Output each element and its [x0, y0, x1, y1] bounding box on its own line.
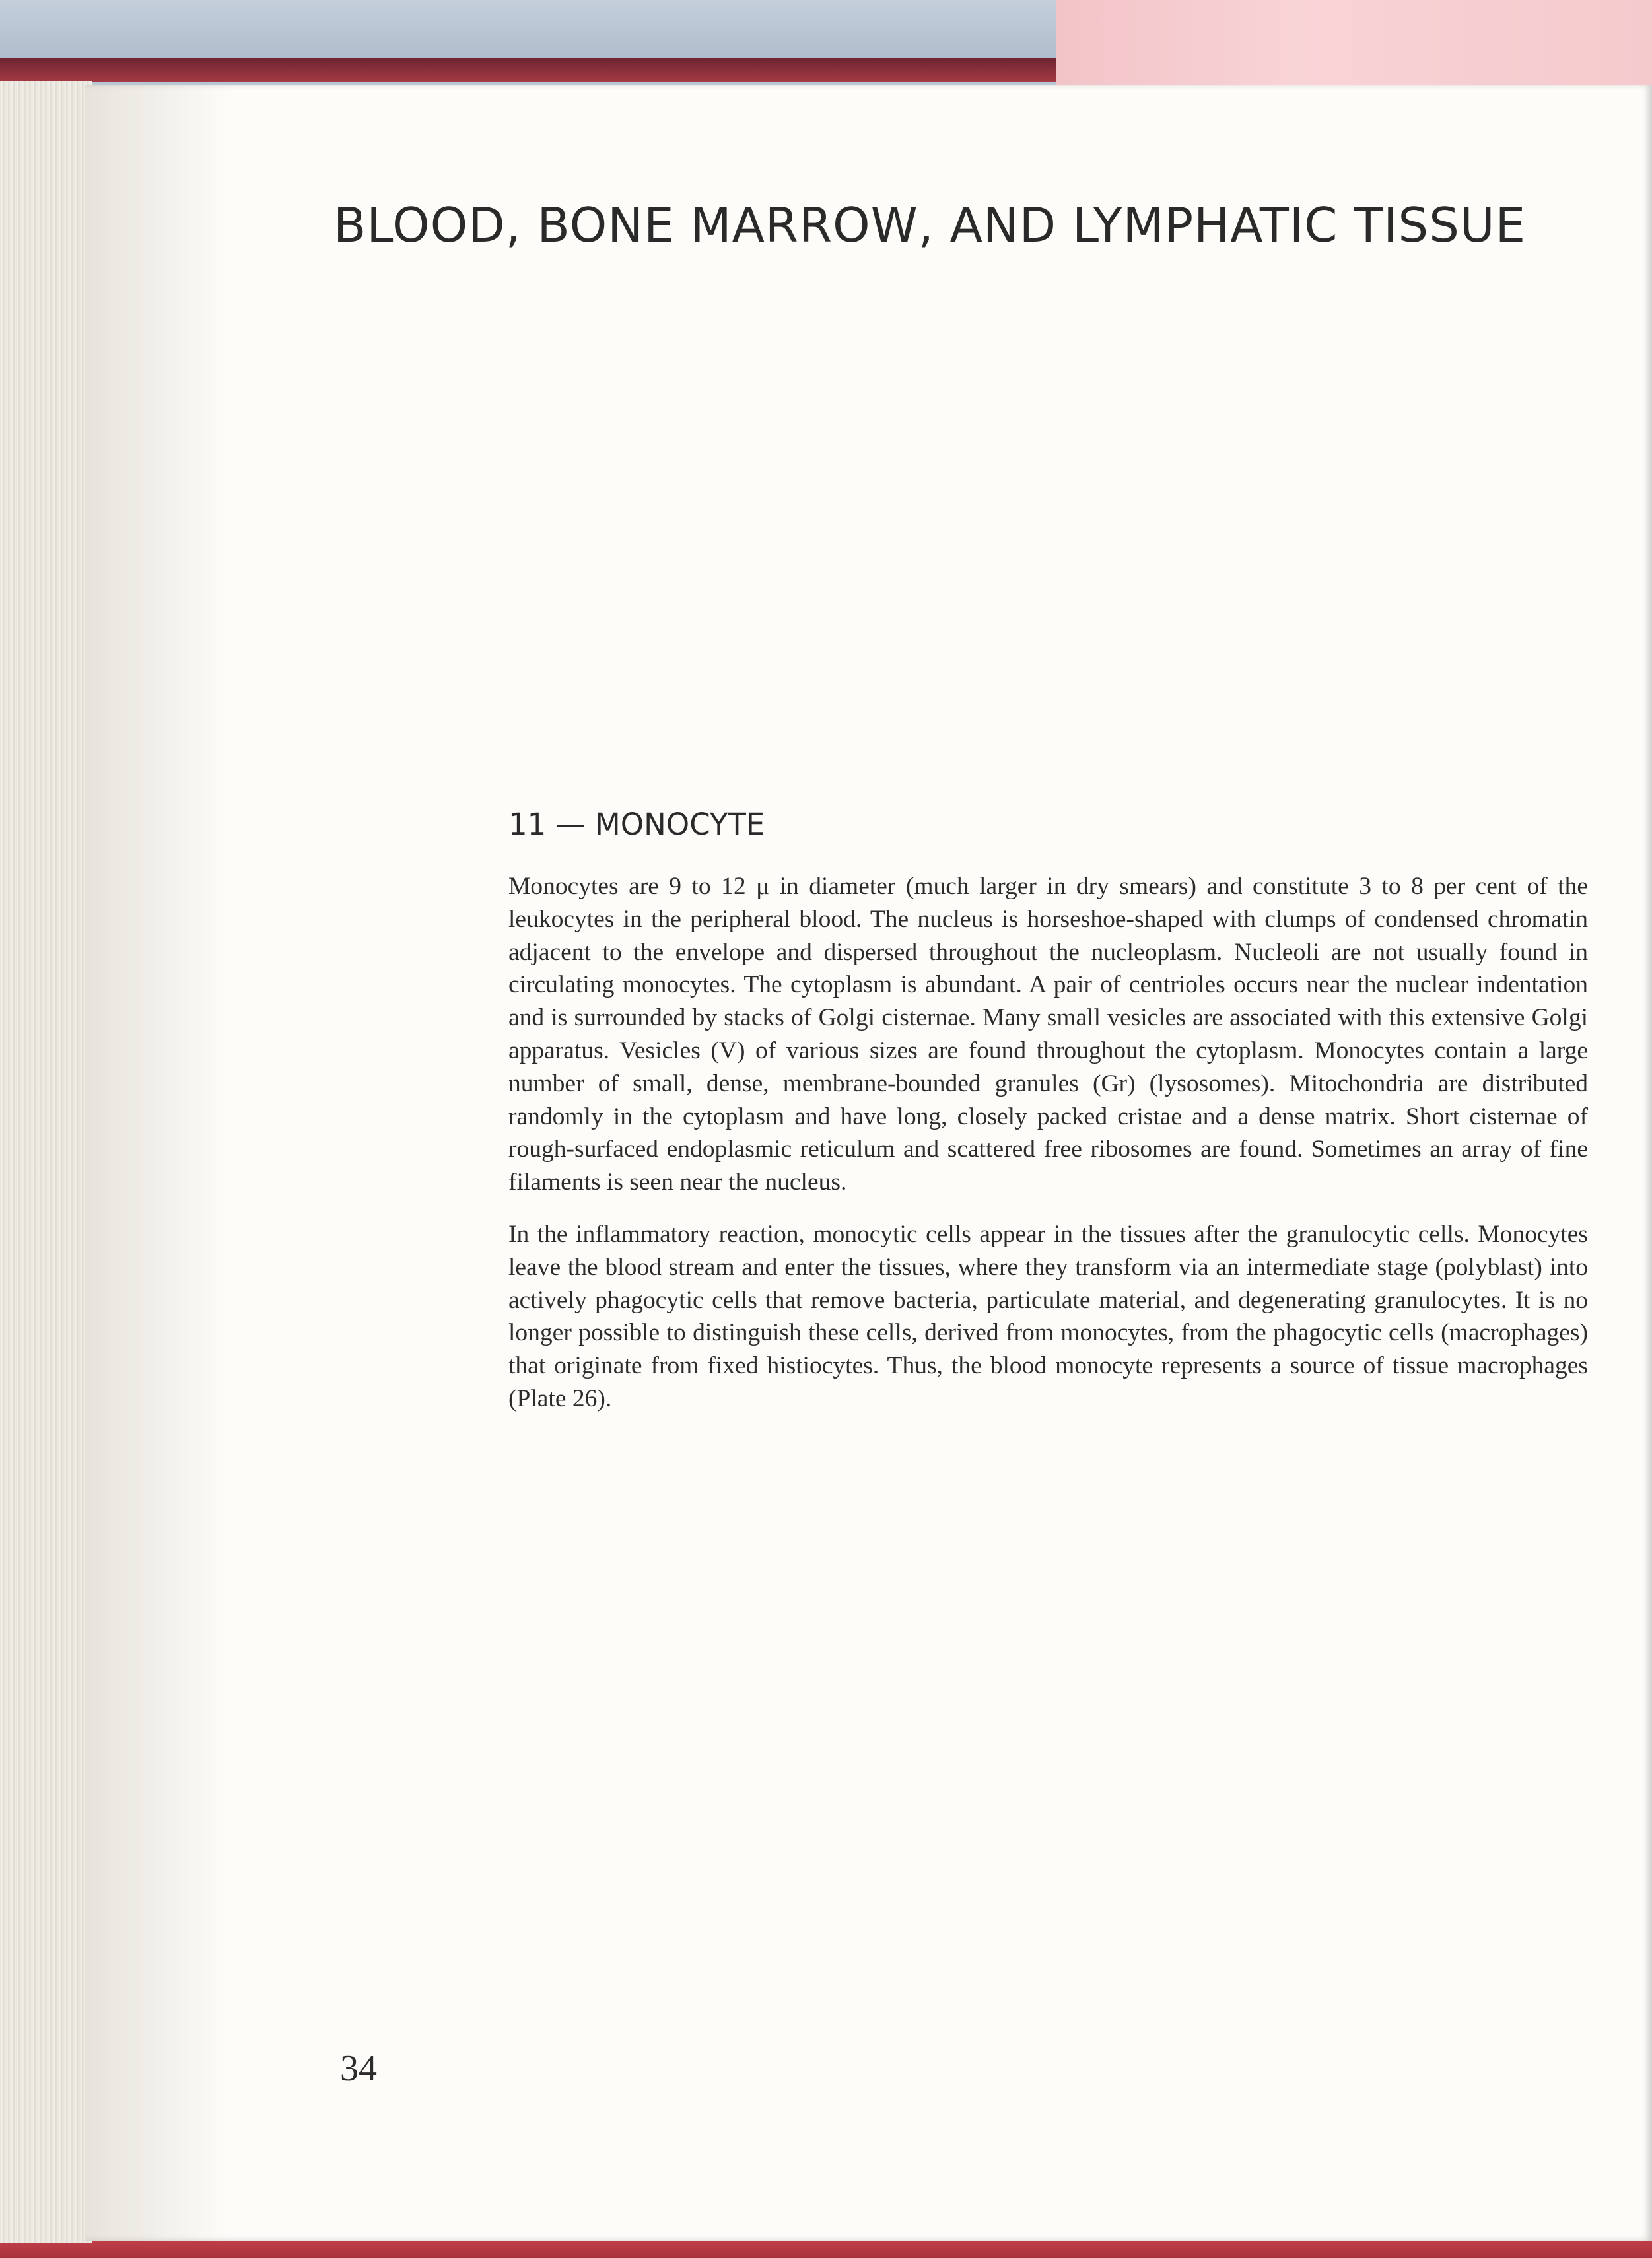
- body-text: [508, 870, 1588, 1435]
- running-head: BLOOD, BONE MARROW, AND LYMPHATIC TISSUE: [333, 197, 1527, 253]
- book-cover-bottom-edge: [0, 2238, 1652, 2258]
- section-heading: 11 — MONOCYTE: [508, 807, 765, 842]
- paragraph-2: In the inflammatory reaction, monocytic cells appear in the tissues after the granulocytic cells. Monocytes leave the blood stream and enter the tissues, where they transform via an intermediate stage (polyblast) into actively phagocytic cells that remove bacteria, particulate material, and degenerating granulocytes. It is no longer possible to distinguish these cells, derived from monocytes, from the phagocytic cells (macrophages) that originate from fixed histiocytes. Thus, the blood monocyte represents a source of tissue macrophages (Plate 26).: [508, 1220, 1588, 1412]
- scanner-background: [0, 0, 1056, 61]
- book-cover-top-edge: [0, 58, 1056, 82]
- paragraph-1: Monocytes are 9 to 12 μ in diameter (much larger in dry smears) and constitute 3 to 8 per cent of the leukocytes in the peripheral blood. The nucleus is horseshoe-shaped with clumps of condensed chromatin adjacent to the envelope and dispersed throughout the nucleoplasm. Nucleoli are not usually found in circulating monocytes. The cytoplasm is abundant. A pair of centrioles occurs near the nuclear indentation and is surrounded by stacks of Golgi cisternae. Many small vesicles are associated with this extensive Golgi apparatus. Vesicles (V) of various sizes are found throughout the cytoplasm. Monocytes contain a large number of small, dense, membrane-bounded granules (Gr) (lysosomes). Mitochondria are distributed randomly in the cytoplasm and have long, closely packed cristae and a dense matrix. Short cisternae of rough-surfaced endoplasmic reticulum and scattered free ribosomes are found. Sometimes an array of fine filaments is seen near the nucleus.: [508, 873, 1588, 1196]
- adjacent-pink-sheet: [1056, 0, 1652, 86]
- page-stack-edge: [0, 81, 92, 2243]
- page-number: 34: [340, 2048, 377, 2089]
- gutter-shadow: [85, 85, 230, 2241]
